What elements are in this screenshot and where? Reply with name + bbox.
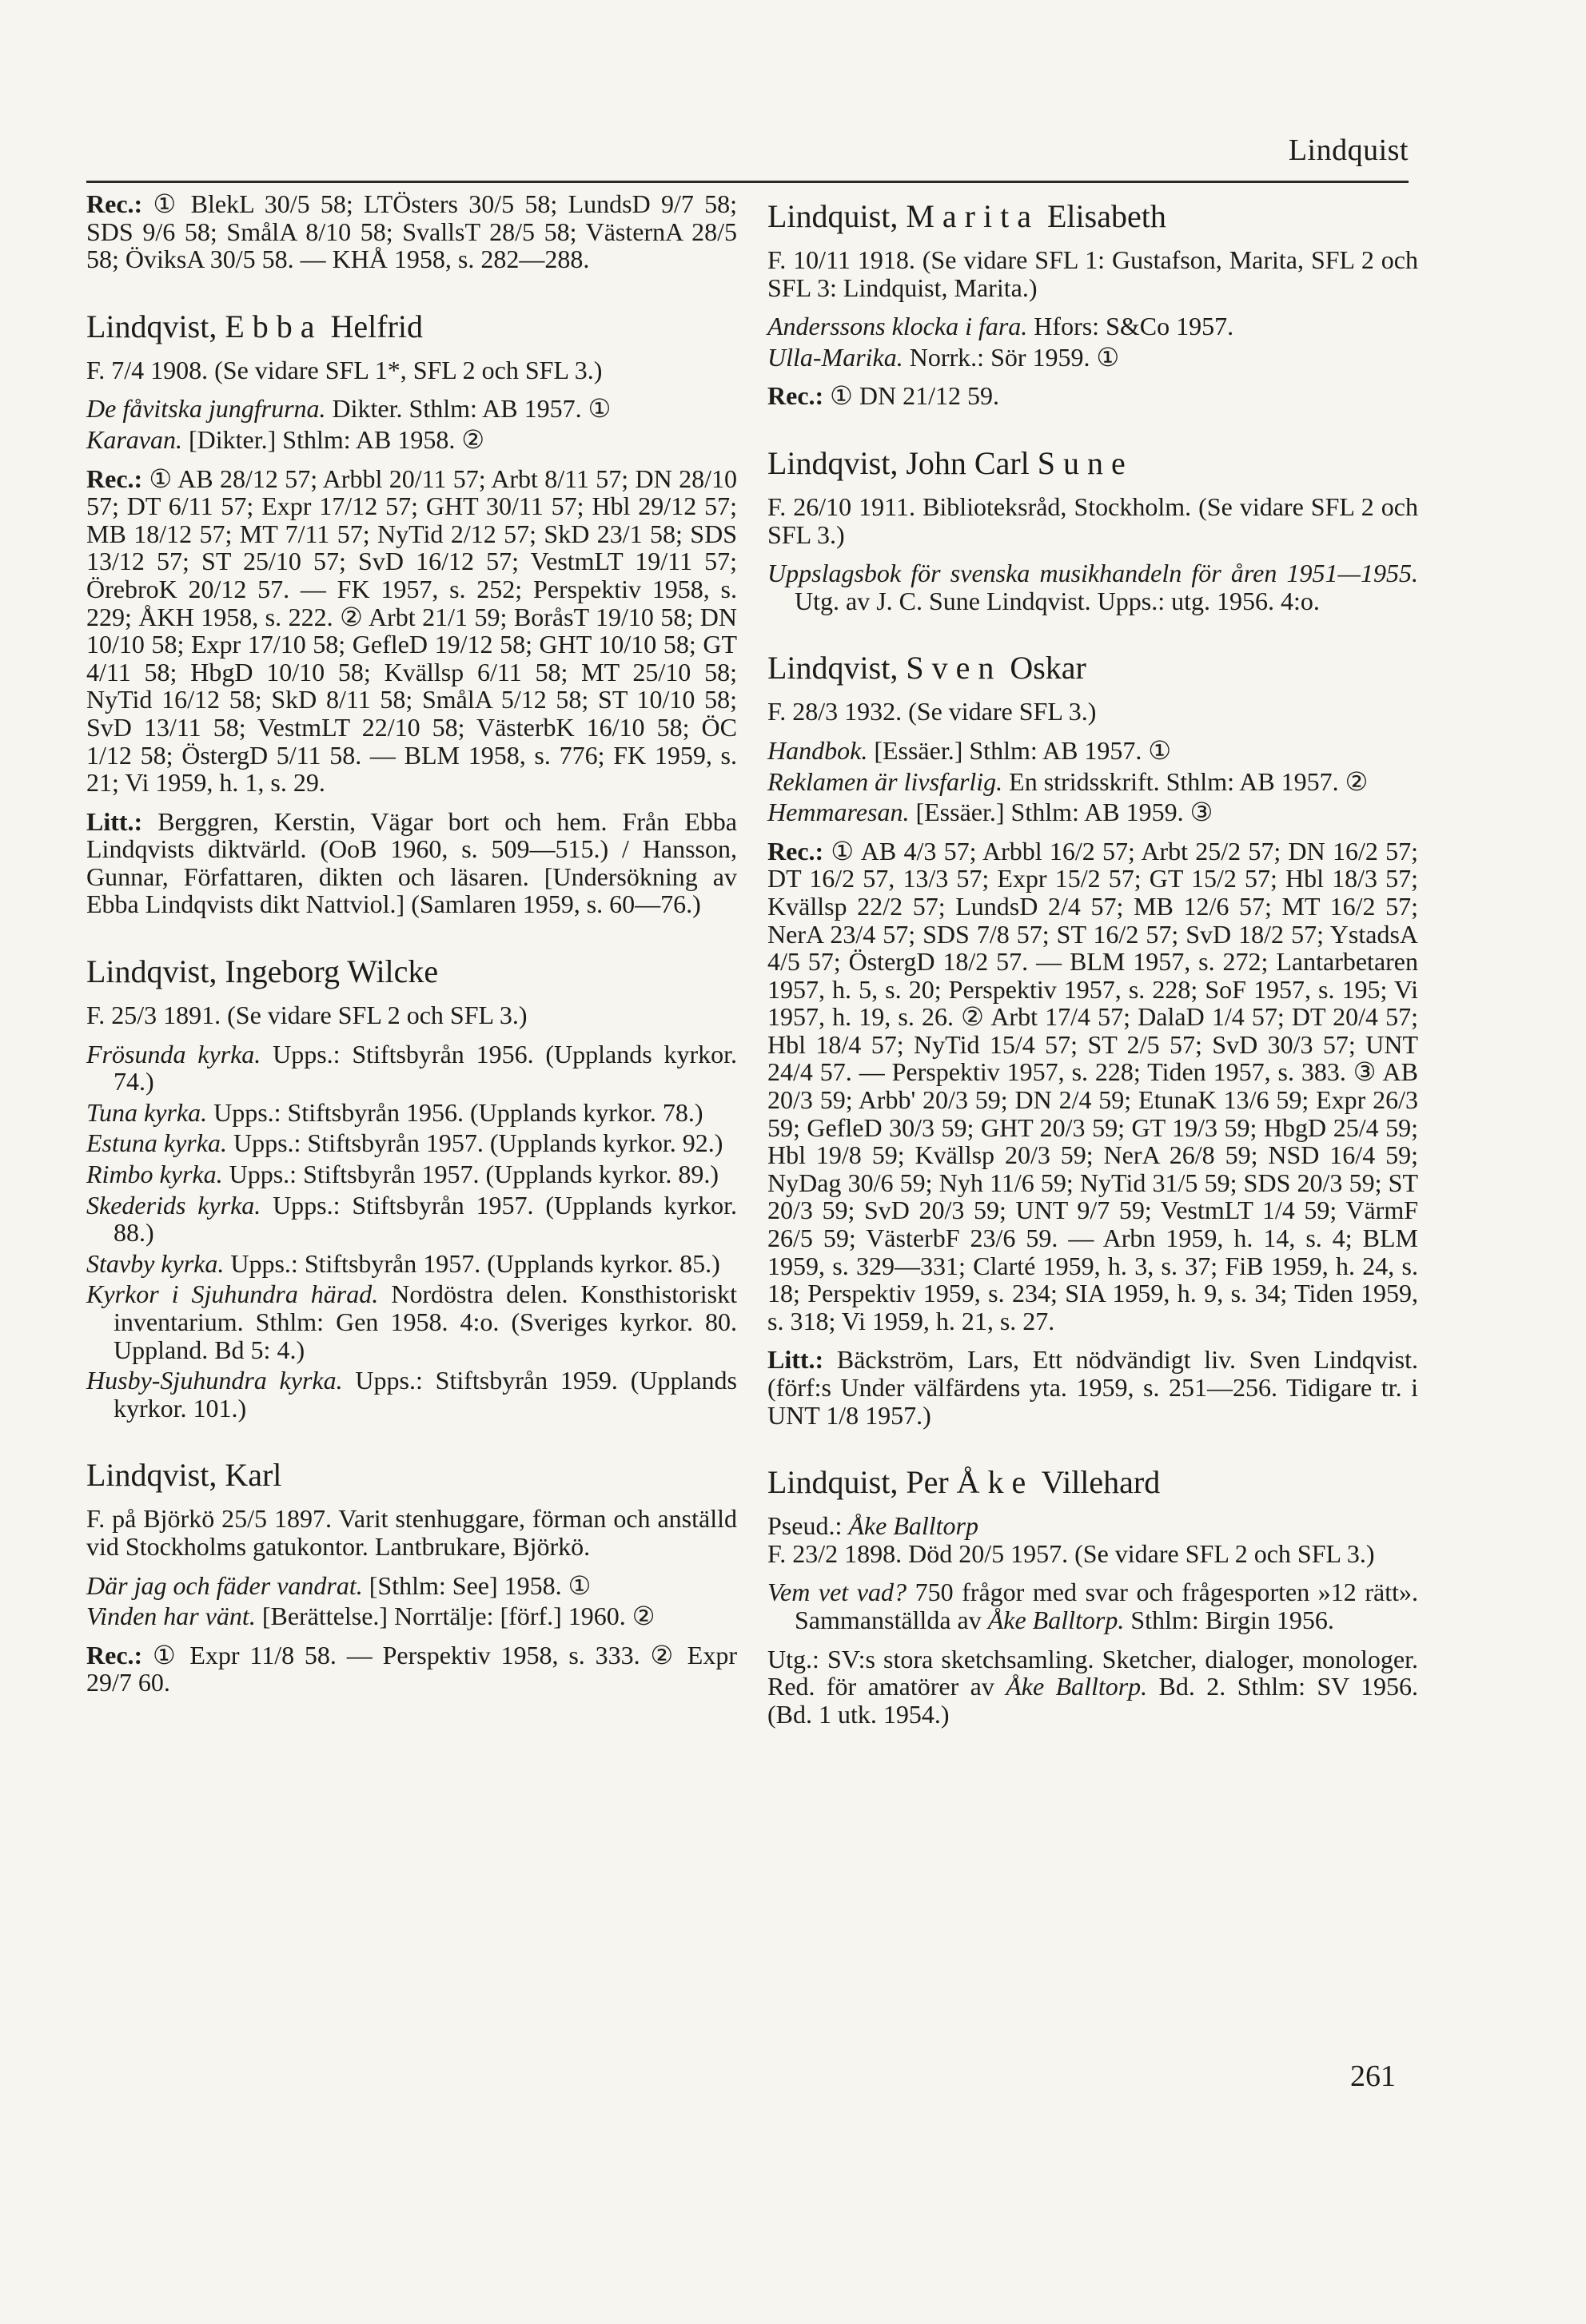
entry-heading: Lindqvist, Ebba Helfrid [86, 308, 424, 344]
works-list [767, 559, 1418, 615]
work-entry: Karavan. [Dikter.] Sthlm: AB 1958. ② [86, 424, 485, 454]
entry-paragraph: Rec.: ① AB 28/12 57; Arbbl 20/11 57; Arbt 8/11 57; DN 28/10 57; DT 6/11 57; Expr 17/12 57; GHT 30/11 57; Hbl 29/12 57; MB 18/12 57; MT 7/11 57; NyTid 2/12 57; SkD 23/1 58; SDS 13/12 57; ST 25/10 57; SvD 16/12 57; VestmLT 19/11 57; ÖrebroK 20/12 57. — FK 1957, s. 252; Perspektiv 1958, s. 229; ÅKH 1958, s. 222. ② Arbt 21/1 59; BoråsT 19/10 58; DN 10/10 58; Expr 17/10 58; GefleD 19/12 58; GHT 10/10 58; GT 4/11 58; HbgD 10/10 58; Kvällsp 6/11 58; MT 25/10 58; NyTid 16/12 58; SkD 8/11 58; SmålA 5/12 58; ST 10/10 58; SvD 13/11 58; VestmLT 22/10 58; VästerbK 16/10 58; ÖC 1/12 58; ÖstergD 5/11 58. — BLM 1958, s. 776; FK 1959, s. 21; Vi 1959, h. 1, s. 29. [86, 464, 737, 798]
entry-heading: Lindquist, Per Åke Villehard [767, 1464, 1161, 1501]
entry-paragraph: F. 26/10 1911. Biblioteksråd, Stockholm. (Se vidare SFL 2 och SFL 3.) [767, 491, 1418, 549]
entry-paragraph: Pseud.: Åke Balltorp F. 23/2 1898. Död 20/5 1957. (Se vidare SFL 2 och SFL 3.) [767, 1511, 1375, 1568]
entry-heading: Lindquist, Marita Elisabeth [767, 198, 1166, 234]
work-entry: Skederids kyrka. Upps.: Stiftsbyrån 1957. (Upplands kyrkor. 88.) [86, 1190, 737, 1248]
right-column [767, 190, 1418, 1739]
entry-paragraph: F. 28/3 1932. (Se vidare SFL 3.) [767, 697, 1097, 726]
works-list [767, 737, 1418, 826]
work-entry: Där jag och fäder vandrat. [Sthlm: See] 1958. ① [86, 1570, 592, 1600]
entry-paragraph: F. på Björkö 25/5 1897. Varit stenhuggare, förman och anställd vid Stockholms gatukontor. Lantbrukare, Björkö. [86, 1504, 737, 1561]
works-list [767, 312, 1418, 371]
work-entry: Ulla-Marika. Norrk.: Sör 1959. ① [767, 342, 1120, 372]
work-entry: Kyrkor i Sjuhundra härad. Nordöstra delen. Konsthistoriskt inventarium. Sthlm: Gen 1958. 4:o. (Sveriges kyrkor. 80. Uppland. Bd 5: 4.) [86, 1279, 737, 1364]
work-entry: Hemmaresan. [Essäer.] Sthlm: AB 1959. ③ [767, 798, 1213, 827]
works-list [86, 1041, 737, 1423]
entry-heading: Lindqvist, Karl [86, 1457, 282, 1494]
entry-paragraph: Rec.: ① BlekL 30/5 58; LTÖsters 30/5 58; LundsD 9/7 58; SDS 9/6 58; SmålA 8/10 58; SvallsT 28/5 58; VästernA 28/5 58; ÖviksA 30/5 58. — KHÅ 1958, s. 282—288. [86, 189, 737, 274]
entry-paragraph: Litt.: Berggren, Kerstin, Vägar bort och hem. Från Ebba Lindqvists diktvärld. (OoB 1960, s. 509—515.) / Hansson, Gunnar, Författaren, dikten och läsaren. [Undersökning av Ebba Lindqvists dikt Nattviol.] (Samlaren 1959, s. 60—76.) [86, 806, 737, 919]
entry-paragraph: Rec.: ① Expr 11/8 58. — Perspektiv 1958, s. 333. ② Expr 29/7 60. [86, 1640, 737, 1697]
work-entry: Husby-Sjuhundra kyrka. Upps.: Stiftsbyrån 1959. (Upplands kyrkor. 101.) [86, 1366, 738, 1423]
work-entry: Vinden har vänt. [Berättelse.] Norrtälje: [förf.] 1960. ② [86, 1602, 656, 1631]
work-entry: Handbok. [Essäer.] Sthlm: AB 1957. ① [767, 735, 1172, 765]
entry-paragraph: Rec.: ① AB 4/3 57; Arbbl 16/2 57; Arbt 25/2 57; DN 16/2 57; DT 16/2 57, 13/3 57; Expr 15/2 57; GT 15/2 57; Hbl 18/3 57; Kvällsp 22/2 57; LundsD 2/4 57; MB 12/6 57; MT 16/2 57; NerA 23/4 57; SDS 7/8 57; ST 16/2 57; SvD 18/2 57; YstadsA 4/5 57; ÖstergD 18/2 57. — BLM 1957, s. 272; Lantarbetaren 1957, h. 5, s. 20; Perspektiv 1957, s. 228; SoF 1957, s. 195; Vi 1957, h. 19, s. 26. ② Arbt 17/4 57; DalaD 1/4 57; DT 20/4 57; Hbl 18/4 57; NyTid 15/4 57; ST 2/5 57; SvD 30/3 57; UNT 24/4 57. — Perspektiv 1957, s. 228; Tiden 1957, s. 383. ③ AB 20/3 59; Arbb' 20/3 59; DN 2/4 59; EtunaK 13/6 59; Expr 26/3 59; GefleD 30/3 59; GHT 20/3 59; GT 19/3 59; HbgD 25/4 59; Hbl 19/8 59; Kvällsp 20/3 59; NerA 26/8 59; NSD 16/4 59; NyDag 30/6 59; Nyh 11/6 59; NyTid 31/5 59; SDS 20/3 59; ST 20/3 59; SvD 20/3 59; UNT 9/7 59; VestmLT 1/4 59; VärmF 26/5 59; VästerbF 23/6 59. — Arbn 1959, h. 14, s. 4; BLM 1959, s. 329—331; Clarté 1959, h. 3, s. 37; FiB 1959, h. 24, s. 18; Perspektiv 1959, s. 234; SIA 1959, h. 9, s. 34; Tiden 1959, s. 318; Vi 1959, h. 21, s. 27. [767, 836, 1418, 1335]
page-number: 261 [1350, 2059, 1396, 2093]
work-entry: Estuna kyrka. Upps.: Stiftsbyrån 1957. (Upplands kyrkor. 92.) [86, 1128, 723, 1158]
entry-paragraph: F. 10/11 1918. (Se vidare SFL 1: Gustafson, Marita, SFL 2 och SFL 3: Lindquist, Marita.) [767, 245, 1418, 302]
work-entry: Frösunda kyrka. Upps.: Stiftsbyrån 1956. (Upplands kyrkor. 74.) [86, 1039, 738, 1096]
work-entry: Tuna kyrka. Upps.: Stiftsbyrån 1956. (Upplands kyrkor. 78.) [86, 1097, 703, 1127]
left-column [86, 190, 737, 1708]
entry-heading: Lindqvist, Ingeborg Wilcke [86, 953, 439, 990]
entry-heading: Lindqvist, Sven Oskar [767, 650, 1086, 686]
work-entry: De fåvitska jungfrurna. Dikter. Sthlm: AB 1957. ① [86, 394, 612, 424]
works-list [86, 1572, 737, 1630]
running-head: Lindquist [1288, 133, 1409, 167]
entry-paragraph: F. 25/3 1891. (Se vidare SFL 2 och SFL 3.) [86, 1001, 528, 1030]
work-entry: Reklamen är livsfarlig. En stridsskrift. Sthlm: AB 1957. ② [767, 766, 1369, 796]
work-entry: Anderssons klocka i fara. Hfors: S&Co 1957. [767, 312, 1234, 341]
work-entry: Rimbo kyrka. Upps.: Stiftsbyrån 1957. (Upplands kyrkor. 89.) [86, 1160, 719, 1189]
entry-paragraph: F. 7/4 1908. (Se vidare SFL 1*, SFL 2 och SFL 3.) [86, 355, 603, 384]
work-entry: Vem vet vad? 750 frågor med svar och frågesporten »12 rätt». Sammanställda av Åke Balltorp. Sthlm: Birgin 1956. [767, 1578, 1419, 1634]
entry-paragraph: Rec.: ① DN 21/12 59. [767, 381, 999, 411]
entry-paragraph: Utg.: SV:s stora sketchsamling. Sketcher, dialoger, monologer. Red. för amatörer av Åke Balltorp. Bd. 2. Sthlm: SV 1956. (Bd. 1 utk. 1954.) [767, 1644, 1419, 1729]
work-entry: Stavby kyrka. Upps.: Stiftsbyrån 1957. (Upplands kyrkor. 85.) [86, 1248, 720, 1278]
work-entry: Uppslagsbok för svenska musikhandeln för åren 1951—1955. Utg. av J. C. Sune Lindqvist. Upps.: utg. 1956. 4:o. [767, 559, 1418, 615]
entry-heading: Lindqvist, John Carl Sune [767, 444, 1134, 481]
header-rule [86, 181, 1409, 183]
works-list [86, 395, 737, 453]
entry-paragraph: Litt.: Bäckström, Lars, Ett nödvändigt liv. Sven Lindqvist. (förf:s Under välfärdens yta. 1959, s. 251—256. Tidigare tr. i UNT 1/8 1957.) [767, 1345, 1418, 1430]
works-list [767, 1578, 1418, 1634]
